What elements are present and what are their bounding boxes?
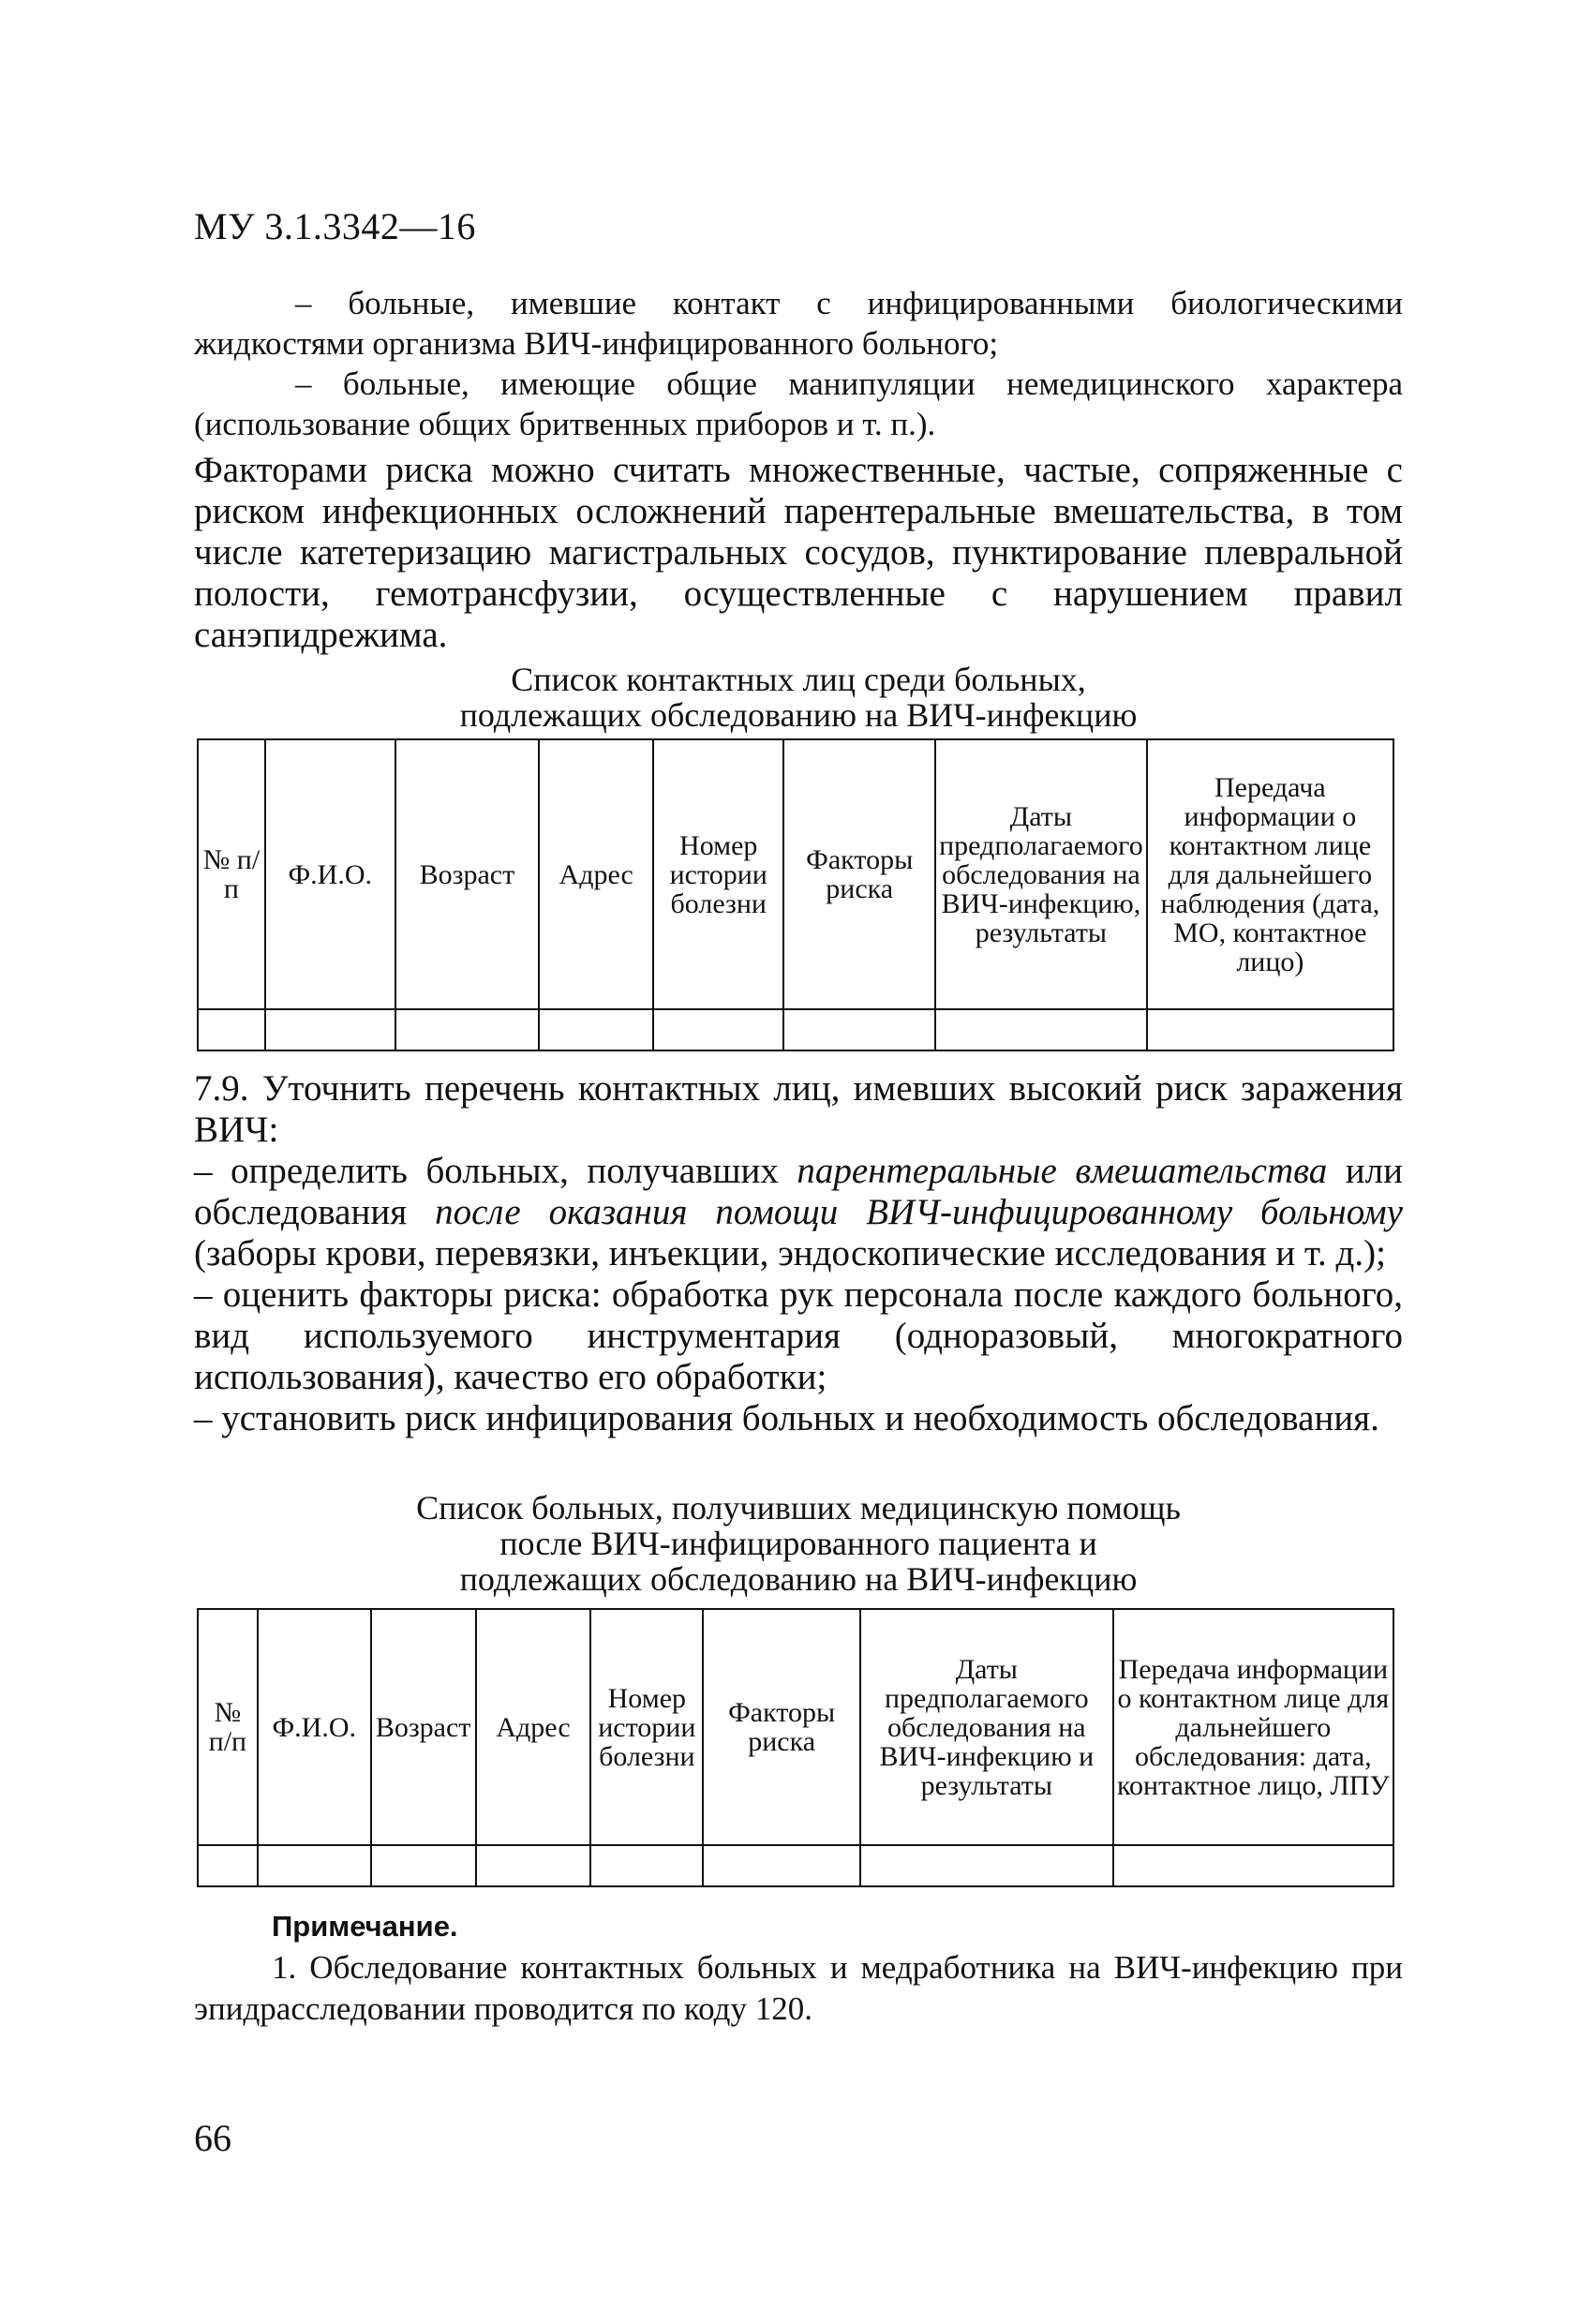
- header-cell: Возраст: [395, 739, 540, 1009]
- empty-cell: [860, 1845, 1113, 1886]
- intro-item: – больные, имеющие общие манипуляции немедицинского характера (использование общих бритвенных приборов и т. п.).: [194, 365, 1403, 442]
- empty-cell: [198, 1009, 265, 1050]
- risk-paragraph: [194, 450, 1403, 656]
- table-header-row: [198, 1609, 1393, 1845]
- text-run: или обследования: [194, 1151, 1403, 1232]
- header-cell: Передача информации о контактном лице для дальнейшего обследования: дата, контактное лицо, ЛПУ: [1113, 1609, 1393, 1845]
- risk-paragraph-text: Факторами риска можно считать множественные, частые, сопряженные с риском инфекционных осложнений парентеральные вмешательства, в том числе катетеризацию магистральных сосудов, пунктирование плевральной полости, гемотрансфузии, осуществленные с нарушением правил санэпидрежима.: [194, 450, 1403, 655]
- section-item-1: [194, 1151, 1403, 1274]
- empty-cell: [590, 1845, 703, 1886]
- document-code: МУ 3.1.3342—16: [194, 205, 476, 247]
- text-run: (заборы крови, перевязки, инъекции, эндоскопические исследования и т. д.);: [194, 1233, 1386, 1274]
- intro-list: [194, 283, 1403, 444]
- table1-caption-line: подлежащих обследованию на ВИЧ-инфекцию: [459, 696, 1138, 734]
- empty-cell: [935, 1009, 1147, 1050]
- table2-caption-line: после ВИЧ-инфицированного пациента и: [499, 1525, 1097, 1562]
- table2-caption: [194, 1490, 1403, 1597]
- header-cell: Возраст: [371, 1609, 476, 1845]
- table2-caption-line: подлежащих обследованию на ВИЧ-инфекцию: [459, 1560, 1138, 1598]
- header-cell: Адрес: [539, 739, 653, 1009]
- table-header-row: [198, 739, 1393, 1009]
- text-run: – определить больных, получавших: [194, 1151, 797, 1191]
- note-text: 1. Обследование контактных больных и медработника на ВИЧ-инфекцию при эпидрасследовании проводится по коду 120.: [194, 1949, 1403, 2027]
- empty-cell: [258, 1845, 371, 1886]
- empty-cell: [1147, 1009, 1393, 1050]
- empty-cell: [1113, 1845, 1393, 1886]
- empty-cell: [703, 1845, 860, 1886]
- table-row: [198, 1845, 1393, 1886]
- header-cell: Адрес: [476, 1609, 591, 1845]
- empty-cell: [476, 1845, 591, 1886]
- section-lead: 7.9. Уточнить перечень контактных лиц, имевших высокий риск заражения ВИЧ:: [194, 1068, 1403, 1150]
- contacts-table: [197, 738, 1394, 1051]
- note-title: Примечание.: [272, 1910, 458, 1943]
- patients-table: [197, 1608, 1394, 1887]
- empty-cell: [265, 1009, 395, 1050]
- empty-cell: [783, 1009, 935, 1050]
- header-cell: Даты предполагаемого обследования на ВИЧ-инфекцию, результаты: [935, 739, 1147, 1009]
- section-item-2: – оценить факторы риска: обработка рук персонала после каждого больного, вид используемого инструментария (одноразовый, многократного использования), качество его обработки;: [194, 1274, 1403, 1397]
- header-cell: Номер истории болезни: [653, 739, 783, 1009]
- section-item-3: – установить риск инфицирования больных и необходимость обследования.: [194, 1398, 1379, 1438]
- intro-item: – больные, имевшие контакт с инфицированными биологическими жидкостями организма ВИЧ-инфицированного больного;: [194, 285, 1403, 362]
- page-number: 66: [194, 2117, 231, 2159]
- header-cell: № п/п: [198, 739, 265, 1009]
- table1-caption-line: Список контактных лиц среди больных,: [511, 661, 1086, 698]
- table2-caption-line: Список больных, получивших медицинскую помощь: [416, 1489, 1181, 1527]
- header-cell: Даты предполагаемого обследования на ВИЧ-инфекцию и результаты: [860, 1609, 1113, 1845]
- empty-cell: [653, 1009, 783, 1050]
- empty-cell: [198, 1845, 258, 1886]
- emphasis-run: после оказания помощи ВИЧ-инфицированному больному: [435, 1192, 1403, 1232]
- empty-cell: [371, 1845, 476, 1886]
- table1-caption: [194, 662, 1403, 733]
- empty-cell: [539, 1009, 653, 1050]
- empty-cell: [395, 1009, 540, 1050]
- header-cell: Ф.И.О.: [265, 739, 395, 1009]
- emphasis-run: парентеральные вмешательства: [797, 1151, 1328, 1191]
- header-cell: № п/п: [198, 1609, 258, 1845]
- header-cell: Номер истории болезни: [590, 1609, 703, 1845]
- header-cell: Ф.И.О.: [258, 1609, 371, 1845]
- header-cell: Факторы риска: [703, 1609, 860, 1845]
- header-cell: Факторы риска: [783, 739, 935, 1009]
- table-row: [198, 1009, 1393, 1050]
- section-7-9: [194, 1068, 1403, 1439]
- header-cell: Передача информации о контактном лице для дальнейшего наблюдения (дата, МО, контактное лицо): [1147, 739, 1393, 1009]
